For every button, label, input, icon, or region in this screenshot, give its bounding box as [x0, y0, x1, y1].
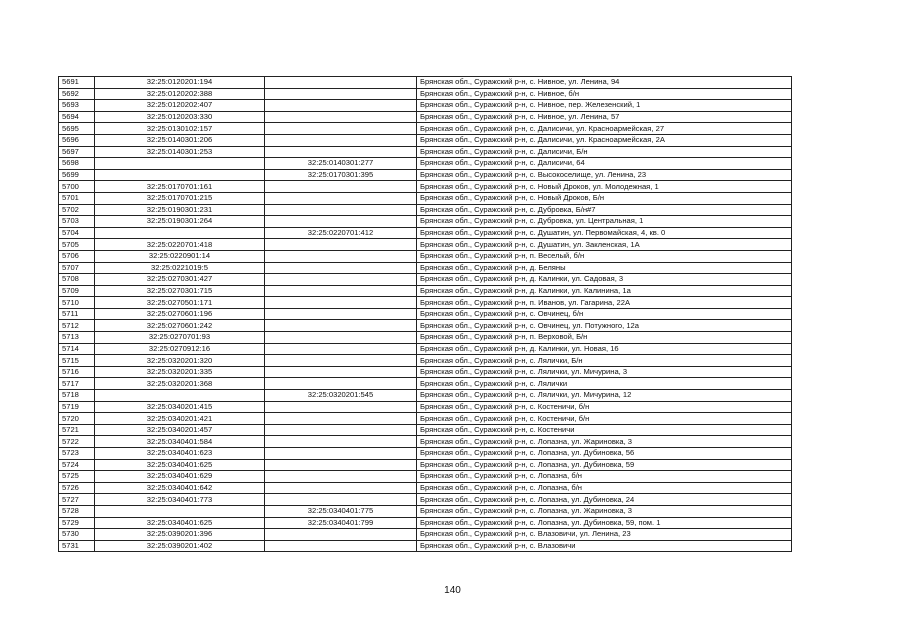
new-cadastral-number-cell [265, 355, 417, 367]
new-cadastral-number-cell: 32:25:0340401:799 [265, 517, 417, 529]
table-row [59, 366, 792, 378]
address-cell: Брянская обл., Суражский р-н, д. Беляны [417, 262, 792, 274]
new-cadastral-number-cell [265, 88, 417, 100]
table-row [59, 88, 792, 100]
old-cadastral-number-cell: 32:25:0140301:253 [95, 146, 265, 158]
row-number-cell: 5720 [59, 413, 95, 425]
address-cell: Брянская обл., Суражский р-н, с. Новый Дроков, Б/н [417, 192, 792, 204]
row-number-cell: 5728 [59, 505, 95, 517]
address-cell: Брянская обл., Суражский р-н, с. Овчинец, б/н [417, 308, 792, 320]
new-cadastral-number-cell: 32:25:0220701:412 [265, 227, 417, 239]
table-row [59, 158, 792, 170]
new-cadastral-number-cell [265, 332, 417, 344]
address-cell: Брянская обл., Суражский р-н, д. Калинки, ул. Калинина, 1а [417, 285, 792, 297]
new-cadastral-number-cell [265, 181, 417, 193]
table-row [59, 146, 792, 158]
table-row [59, 413, 792, 425]
table-row [59, 134, 792, 146]
old-cadastral-number-cell: 32:25:0320201:368 [95, 378, 265, 390]
old-cadastral-number-cell: 32:25:0170701:215 [95, 192, 265, 204]
new-cadastral-number-cell [265, 274, 417, 286]
row-number-cell: 5706 [59, 250, 95, 262]
address-cell: Брянская обл., Суражский р-н, с. Костеничи, б/н [417, 401, 792, 413]
old-cadastral-number-cell [95, 505, 265, 517]
old-cadastral-number-cell: 32:25:0320201:320 [95, 355, 265, 367]
address-cell: Брянская обл., Суражский р-н, с. Лялички, ул. Мичурина, 12 [417, 390, 792, 402]
new-cadastral-number-cell [265, 482, 417, 494]
row-number-cell: 5722 [59, 436, 95, 448]
table-row [59, 471, 792, 483]
address-cell: Брянская обл., Суражский р-н, с. Лопазна, б/н [417, 482, 792, 494]
table-row [59, 355, 792, 367]
address-cell: Брянская обл., Суражский р-н, с. Костеничи, б/н [417, 413, 792, 425]
table-row [59, 123, 792, 135]
row-number-cell: 5730 [59, 529, 95, 541]
row-number-cell: 5712 [59, 320, 95, 332]
table-row [59, 262, 792, 274]
old-cadastral-number-cell: 32:25:0190301:231 [95, 204, 265, 216]
table-row [59, 529, 792, 541]
table-row [59, 239, 792, 251]
old-cadastral-number-cell: 32:25:0120202:388 [95, 88, 265, 100]
new-cadastral-number-cell: 32:25:0140301:277 [265, 158, 417, 170]
old-cadastral-number-cell: 32:25:0220701:418 [95, 239, 265, 251]
row-number-cell: 5716 [59, 366, 95, 378]
new-cadastral-number-cell [265, 100, 417, 112]
row-number-cell: 5709 [59, 285, 95, 297]
row-number-cell: 5704 [59, 227, 95, 239]
old-cadastral-number-cell: 32:25:0270601:242 [95, 320, 265, 332]
table-row [59, 169, 792, 181]
new-cadastral-number-cell: 32:25:0320201:545 [265, 390, 417, 402]
new-cadastral-number-cell [265, 134, 417, 146]
address-cell: Брянская обл., Суражский р-н, с. Дубровка, Б/н#7 [417, 204, 792, 216]
table-row [59, 227, 792, 239]
address-cell: Брянская обл., Суражский р-н, с. Лопазна, ул. Дубиновка, 24 [417, 494, 792, 506]
table-row [59, 517, 792, 529]
new-cadastral-number-cell: 32:25:0340401:775 [265, 505, 417, 517]
new-cadastral-number-cell [265, 366, 417, 378]
old-cadastral-number-cell [95, 169, 265, 181]
row-number-cell: 5715 [59, 355, 95, 367]
row-number-cell: 5714 [59, 343, 95, 355]
address-cell: Брянская обл., Суражский р-н, с. Нивное, ул. Ленина, 57 [417, 111, 792, 123]
address-cell: Брянская обл., Суражский р-н, с. Далисичи, ул. Красноармейская, 27 [417, 123, 792, 135]
address-cell: Брянская обл., Суражский р-н, с. Далисичи, Б/н [417, 146, 792, 158]
address-cell: Брянская обл., Суражский р-н, с. Нивное, пер. Железенский, 1 [417, 100, 792, 112]
row-number-cell: 5703 [59, 216, 95, 228]
old-cadastral-number-cell: 32:25:0190301:264 [95, 216, 265, 228]
new-cadastral-number-cell [265, 250, 417, 262]
row-number-cell: 5718 [59, 390, 95, 402]
table-row [59, 100, 792, 112]
row-number-cell: 5701 [59, 192, 95, 204]
table-row [59, 390, 792, 402]
table-row [59, 320, 792, 332]
old-cadastral-number-cell: 32:25:0270912:16 [95, 343, 265, 355]
table-row [59, 459, 792, 471]
table-row [59, 274, 792, 286]
old-cadastral-number-cell: 32:25:0390201:396 [95, 529, 265, 541]
old-cadastral-number-cell [95, 390, 265, 402]
table-row [59, 77, 792, 89]
new-cadastral-number-cell [265, 343, 417, 355]
address-cell: Брянская обл., Суражский р-н, с. Далисичи, ул. Красноармейская, 2А [417, 134, 792, 146]
registry-table [58, 76, 792, 552]
row-number-cell: 5717 [59, 378, 95, 390]
table-row [59, 343, 792, 355]
old-cadastral-number-cell: 32:25:0340201:421 [95, 413, 265, 425]
row-number-cell: 5698 [59, 158, 95, 170]
row-number-cell: 5708 [59, 274, 95, 286]
row-number-cell: 5710 [59, 297, 95, 309]
new-cadastral-number-cell [265, 285, 417, 297]
new-cadastral-number-cell [265, 239, 417, 251]
new-cadastral-number-cell [265, 436, 417, 448]
new-cadastral-number-cell [265, 308, 417, 320]
row-number-cell: 5723 [59, 448, 95, 460]
table-row [59, 540, 792, 552]
address-cell: Брянская обл., Суражский р-н, с. Влазовичи, ул. Ленина, 23 [417, 529, 792, 541]
row-number-cell: 5702 [59, 204, 95, 216]
address-cell: Брянская обл., Суражский р-н, с. Душатин, ул. Первомайская, 4, кв. 0 [417, 227, 792, 239]
old-cadastral-number-cell: 32:25:0340401:625 [95, 459, 265, 471]
address-cell: Брянская обл., Суражский р-н, с. Высокоселище, ул. Ленина, 23 [417, 169, 792, 181]
address-cell: Брянская обл., Суражский р-н, с. Лопазна, ул. Дубиновка, 59, пом. 1 [417, 517, 792, 529]
address-cell: Брянская обл., Суражский р-н, с. Нивное, б/н [417, 88, 792, 100]
table-row [59, 192, 792, 204]
new-cadastral-number-cell [265, 192, 417, 204]
row-number-cell: 5725 [59, 471, 95, 483]
old-cadastral-number-cell: 32:25:0120203:330 [95, 111, 265, 123]
old-cadastral-number-cell: 32:25:0270701:93 [95, 332, 265, 344]
address-cell: Брянская обл., Суражский р-н, с. Лопазна, ул. Жариновка, 3 [417, 436, 792, 448]
old-cadastral-number-cell: 32:25:0270601:196 [95, 308, 265, 320]
address-cell: Брянская обл., Суражский р-н, с. Влазовичи [417, 540, 792, 552]
old-cadastral-number-cell: 32:25:0120202:407 [95, 100, 265, 112]
new-cadastral-number-cell [265, 204, 417, 216]
new-cadastral-number-cell [265, 459, 417, 471]
old-cadastral-number-cell: 32:25:0340401:625 [95, 517, 265, 529]
row-number-cell: 5693 [59, 100, 95, 112]
row-number-cell: 5692 [59, 88, 95, 100]
row-number-cell: 5721 [59, 424, 95, 436]
new-cadastral-number-cell [265, 540, 417, 552]
new-cadastral-number-cell [265, 111, 417, 123]
address-cell: Брянская обл., Суражский р-н, д. Калинки, ул. Новая, 16 [417, 343, 792, 355]
address-cell: Брянская обл., Суражский р-н, с. Лопазна, ул. Дубиновка, 56 [417, 448, 792, 460]
address-cell: Брянская обл., Суражский р-н, с. Лопазна, б/н [417, 471, 792, 483]
table-row [59, 285, 792, 297]
new-cadastral-number-cell [265, 413, 417, 425]
old-cadastral-number-cell: 32:25:0340401:629 [95, 471, 265, 483]
address-cell: Брянская обл., Суражский р-н, с. Лялички, Б/н [417, 355, 792, 367]
table-row [59, 250, 792, 262]
address-cell: Брянская обл., Суражский р-н, с. Лопазна, ул. Дубиновка, 59 [417, 459, 792, 471]
address-cell: Брянская обл., Суражский р-н, с. Дубровка, ул. Центральная, 1 [417, 216, 792, 228]
new-cadastral-number-cell [265, 471, 417, 483]
table-row [59, 505, 792, 517]
new-cadastral-number-cell [265, 529, 417, 541]
table-row [59, 448, 792, 460]
row-number-cell: 5691 [59, 77, 95, 89]
new-cadastral-number-cell [265, 494, 417, 506]
address-cell: Брянская обл., Суражский р-н, с. Лопазна, ул. Жариновка, 3 [417, 505, 792, 517]
address-cell: Брянская обл., Суражский р-н, с. Нивное, ул. Ленина, 94 [417, 77, 792, 89]
old-cadastral-number-cell: 32:25:0120201:194 [95, 77, 265, 89]
old-cadastral-number-cell: 32:25:0340401:773 [95, 494, 265, 506]
old-cadastral-number-cell [95, 158, 265, 170]
old-cadastral-number-cell: 32:25:0340401:642 [95, 482, 265, 494]
row-number-cell: 5705 [59, 239, 95, 251]
new-cadastral-number-cell [265, 146, 417, 158]
old-cadastral-number-cell [95, 227, 265, 239]
row-number-cell: 5699 [59, 169, 95, 181]
table-body [59, 77, 792, 552]
address-cell: Брянская обл., Суражский р-н, п. Веселый, б/н [417, 250, 792, 262]
row-number-cell: 5694 [59, 111, 95, 123]
row-number-cell: 5729 [59, 517, 95, 529]
new-cadastral-number-cell [265, 297, 417, 309]
new-cadastral-number-cell [265, 77, 417, 89]
old-cadastral-number-cell: 32:25:0270301:715 [95, 285, 265, 297]
address-cell: Брянская обл., Суражский р-н, с. Костеничи [417, 424, 792, 436]
table-row [59, 297, 792, 309]
row-number-cell: 5707 [59, 262, 95, 274]
row-number-cell: 5724 [59, 459, 95, 471]
row-number-cell: 5695 [59, 123, 95, 135]
table-row [59, 494, 792, 506]
address-cell: Брянская обл., Суражский р-н, с. Новый Дроков, ул. Молодежная, 1 [417, 181, 792, 193]
old-cadastral-number-cell: 32:25:0390201:402 [95, 540, 265, 552]
row-number-cell: 5727 [59, 494, 95, 506]
page-number: 140 [444, 585, 461, 596]
address-cell: Брянская обл., Суражский р-н, п. Иванов, ул. Гагарина, 22А [417, 297, 792, 309]
address-cell: Брянская обл., Суражский р-н, с. Овчинец, ул. Потужного, 12а [417, 320, 792, 332]
old-cadastral-number-cell: 32:25:0130102:157 [95, 123, 265, 135]
address-cell: Брянская обл., Суражский р-н, с. Лялички [417, 378, 792, 390]
row-number-cell: 5713 [59, 332, 95, 344]
old-cadastral-number-cell: 32:25:0340401:584 [95, 436, 265, 448]
row-number-cell: 5696 [59, 134, 95, 146]
address-cell: Брянская обл., Суражский р-н, с. Лялички, ул. Мичурина, 3 [417, 366, 792, 378]
new-cadastral-number-cell [265, 216, 417, 228]
old-cadastral-number-cell: 32:25:0140301:206 [95, 134, 265, 146]
old-cadastral-number-cell: 32:25:0220901:14 [95, 250, 265, 262]
row-number-cell: 5700 [59, 181, 95, 193]
old-cadastral-number-cell: 32:25:0340401:623 [95, 448, 265, 460]
table-row [59, 216, 792, 228]
old-cadastral-number-cell: 32:25:0170701:161 [95, 181, 265, 193]
old-cadastral-number-cell: 32:25:0340201:415 [95, 401, 265, 413]
new-cadastral-number-cell [265, 378, 417, 390]
table-row [59, 482, 792, 494]
address-cell: Брянская обл., Суражский р-н, д. Калинки, ул. Садовая, 3 [417, 274, 792, 286]
old-cadastral-number-cell: 32:25:0270501:171 [95, 297, 265, 309]
new-cadastral-number-cell [265, 262, 417, 274]
table-row [59, 424, 792, 436]
old-cadastral-number-cell: 32:25:0270301:427 [95, 274, 265, 286]
address-cell: Брянская обл., Суражский р-н, с. Душатин, ул. Закленская, 1А [417, 239, 792, 251]
table-row [59, 436, 792, 448]
new-cadastral-number-cell [265, 401, 417, 413]
table-row [59, 401, 792, 413]
row-number-cell: 5697 [59, 146, 95, 158]
table-row [59, 204, 792, 216]
new-cadastral-number-cell: 32:25:0170301:395 [265, 169, 417, 181]
table-row [59, 378, 792, 390]
old-cadastral-number-cell: 32:25:0221019:5 [95, 262, 265, 274]
row-number-cell: 5731 [59, 540, 95, 552]
new-cadastral-number-cell [265, 320, 417, 332]
old-cadastral-number-cell: 32:25:0320201:335 [95, 366, 265, 378]
row-number-cell: 5726 [59, 482, 95, 494]
table-row [59, 111, 792, 123]
table-row [59, 181, 792, 193]
address-cell: Брянская обл., Суражский р-н, п. Верховой, Б/н [417, 332, 792, 344]
new-cadastral-number-cell [265, 123, 417, 135]
table-row [59, 308, 792, 320]
row-number-cell: 5719 [59, 401, 95, 413]
table-row [59, 332, 792, 344]
address-cell: Брянская обл., Суражский р-н, с. Далисичи, 64 [417, 158, 792, 170]
new-cadastral-number-cell [265, 424, 417, 436]
new-cadastral-number-cell [265, 448, 417, 460]
old-cadastral-number-cell: 32:25:0340201:457 [95, 424, 265, 436]
row-number-cell: 5711 [59, 308, 95, 320]
